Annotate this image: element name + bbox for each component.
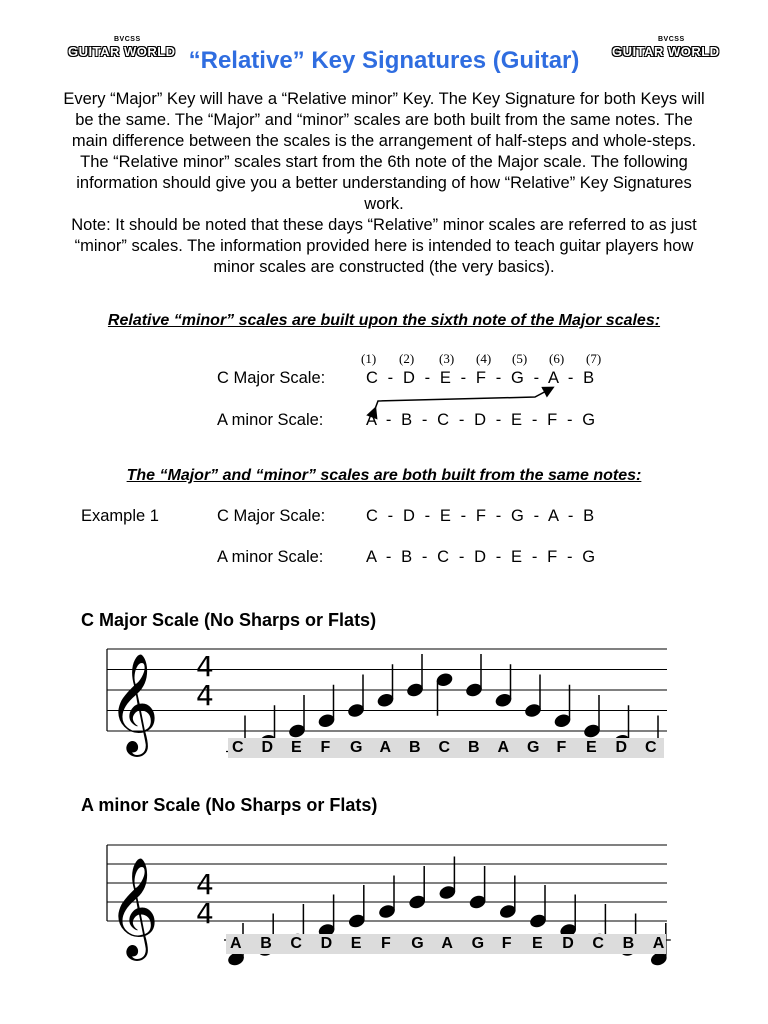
note-label: B	[468, 739, 480, 756]
section2-heading: The “Major” and “minor” scales are both built from the same notes:	[126, 467, 642, 484]
note-label: A	[230, 935, 242, 952]
intro-note: Note: It should be noted that these days “Relative” minor scales are referred to as just “minor” scales. The information provided here is intended to teach guitar players how minor scales are constructed (the very basics).	[71, 216, 697, 276]
example-label: Example 1	[81, 507, 159, 525]
note-label: C	[645, 739, 657, 756]
note-label: C	[232, 739, 244, 756]
a-minor-note-labels	[226, 934, 666, 954]
note-label: B	[260, 935, 272, 952]
c-major-staff-heading: C Major Scale (No Sharps or Flats)	[81, 610, 377, 630]
note-label: E	[586, 739, 597, 756]
a-minor-sequence: A - B - C - D - E - F - G	[366, 411, 596, 429]
note-label: C	[290, 935, 302, 952]
degree-label: (4)	[476, 351, 492, 366]
a-minor-label: A minor Scale:	[217, 548, 324, 566]
treble-clef-icon: 𝄞	[108, 857, 159, 957]
time-signature-top: 4	[196, 650, 214, 683]
note-label: D	[261, 739, 274, 756]
note-label: B	[622, 935, 635, 952]
time-signature-top: 4	[196, 868, 214, 901]
c-major-sequence: C - D - E - F - G - A - B	[366, 507, 595, 525]
degree-label: (2)	[399, 351, 415, 366]
degree-label: (3)	[439, 351, 455, 366]
note-label: A	[497, 739, 510, 756]
degree-label: (7)	[586, 351, 602, 366]
note-label: F	[556, 739, 567, 756]
time-signature-bottom: 4	[196, 897, 214, 930]
note-label: G	[411, 935, 424, 952]
logo-small-text: BVCSS	[114, 36, 141, 43]
note-label: C	[438, 739, 451, 756]
note-label: D	[562, 935, 574, 952]
note-label: E	[291, 739, 302, 756]
note-label: B	[409, 739, 421, 756]
note-label: E	[350, 935, 362, 952]
logo-big-text: GUITAR WORLD	[68, 44, 176, 59]
time-signature-bottom: 4	[196, 679, 214, 712]
treble-clef-icon: 𝄞	[108, 653, 159, 753]
c-major-label: C Major Scale:	[217, 369, 326, 387]
a-minor-sequence: A - B - C - D - E - F - G	[366, 548, 596, 566]
note-label: F	[381, 935, 391, 952]
note-label: E	[532, 935, 543, 952]
section1-heading: Relative “minor” scales are built upon the sixth note of the Major scales:	[107, 312, 661, 329]
a-minor-staff-heading: A minor Scale (No Sharps or Flats)	[81, 795, 378, 815]
degree-label: (5)	[512, 351, 528, 366]
note-label: A	[379, 739, 392, 756]
degree-label: (1)	[361, 351, 377, 366]
note-label: A	[652, 935, 665, 952]
note-label: C	[592, 935, 604, 952]
a-minor-label: A minor Scale:	[217, 411, 324, 429]
note-label: D	[320, 935, 333, 952]
note-label: F	[501, 935, 512, 952]
logo-small-text: BVCSS	[658, 36, 685, 43]
note-label: A	[441, 935, 453, 952]
degree-label: (6)	[549, 351, 565, 366]
intro-paragraph: Every “Major” Key will have a “Relative minor” Key. The Key Signature for both Keys will be the same. The “Major” and “minor” scales are both built from the same notes. The main difference between the scales is the arrangement of half-steps and whole-steps. The “Relative minor” scales start from the 6th note of the Major scale. The following information should give you a better understanding of how “Relative” Key Signatures work.	[63, 90, 705, 213]
note-label: D	[615, 739, 628, 756]
note-label: G	[471, 935, 485, 952]
note-label: G	[350, 739, 363, 756]
page-title: “Relative” Key Signatures (Guitar)	[188, 47, 580, 74]
c-major-sequence: C - D - E - F - G - A - B	[366, 369, 595, 387]
note-label: F	[320, 739, 331, 756]
note-label: G	[527, 739, 540, 756]
c-major-label: C Major Scale:	[217, 507, 326, 525]
logo-big-text: GUITAR WORLD	[612, 44, 720, 59]
